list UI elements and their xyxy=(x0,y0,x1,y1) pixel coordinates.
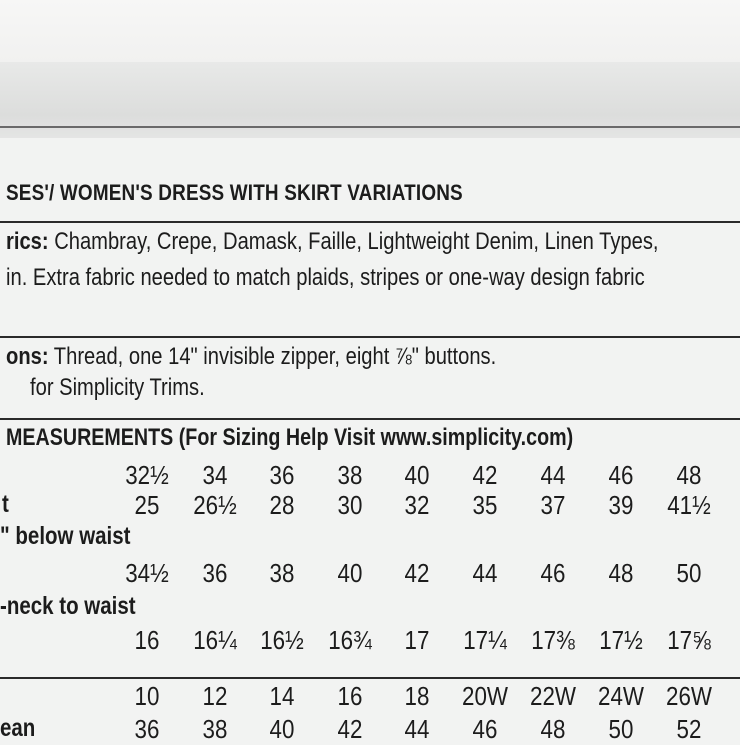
divider-fabrics xyxy=(0,336,740,338)
measurement-cell: 32½ xyxy=(125,460,169,490)
measurement-cell: 48 xyxy=(676,460,702,490)
measurement-cell: 48 xyxy=(608,558,634,588)
measurement-cell: 38 xyxy=(337,460,363,490)
notions-line-2: for Simplicity Trims. xyxy=(30,374,205,401)
measurement-cell: 42 xyxy=(404,558,430,588)
measurement-row-label: -neck to waist xyxy=(0,592,136,620)
fabrics-line-1 xyxy=(6,228,659,256)
measurement-cell: 50 xyxy=(676,558,702,588)
measurement-cell: 17⅜ xyxy=(531,625,575,655)
fabrics-label: rics: xyxy=(6,228,49,255)
measurement-cell: 17½ xyxy=(599,625,643,655)
measurement-cell: 26½ xyxy=(193,490,237,520)
measurement-cell: 16¼ xyxy=(193,625,237,655)
measurement-cell: 40 xyxy=(404,460,430,490)
pattern-title: SES'/ WOMEN'S DRESS WITH SKIRT VARIATIONS xyxy=(6,180,463,205)
measurement-cell: 25 xyxy=(134,490,160,520)
divider-notions xyxy=(0,418,740,420)
size-cell: 26W xyxy=(666,681,712,711)
european-size-cell: 50 xyxy=(608,714,634,744)
measurement-cell: 41½ xyxy=(667,490,711,520)
european-size-cell: 40 xyxy=(269,714,295,744)
european-size-cell: 52 xyxy=(676,714,702,744)
size-cell: 18 xyxy=(404,681,430,711)
size-cell: 24W xyxy=(598,681,644,711)
european-size-cell: 44 xyxy=(404,714,430,744)
measurement-row-label: t xyxy=(2,490,9,518)
measurement-cell: 44 xyxy=(472,558,498,588)
measurement-cell: 16 xyxy=(134,625,160,655)
measurements-heading: MEASUREMENTS (For Sizing Help Visit www.simplicity.com) xyxy=(6,424,574,451)
measurement-cell: 30 xyxy=(337,490,363,520)
size-cell: 10 xyxy=(134,681,160,711)
measurement-cell: 35 xyxy=(472,490,498,520)
measurement-cell: 17¼ xyxy=(463,625,507,655)
european-size-cell: 48 xyxy=(540,714,566,744)
european-size-cell: 46 xyxy=(472,714,498,744)
measurement-cell: 46 xyxy=(608,460,634,490)
measurement-row-label: " below waist xyxy=(0,522,131,550)
measurement-cell: 34½ xyxy=(125,558,169,588)
divider-top xyxy=(0,126,740,128)
measurement-cell: 17 xyxy=(404,625,430,655)
measurement-cell: 46 xyxy=(540,558,566,588)
size-cell: 14 xyxy=(269,681,295,711)
size-cell: 12 xyxy=(202,681,228,711)
size-cell: 20W xyxy=(462,681,508,711)
measurement-cell: 28 xyxy=(269,490,295,520)
european-row-label: ean xyxy=(0,714,36,742)
measurement-cell: 44 xyxy=(540,460,566,490)
measurement-cell: 37 xyxy=(540,490,566,520)
measurement-cell: 17⅝ xyxy=(667,625,711,655)
measurement-cell: 40 xyxy=(337,558,363,588)
measurement-cell: 16½ xyxy=(260,625,304,655)
notions-label: ons: xyxy=(6,343,49,370)
measurement-cell: 38 xyxy=(269,558,295,588)
fabrics-line-2: in. Extra fabric needed to match plaids, stripes or one-way design fabric xyxy=(6,264,645,291)
size-cell: 16 xyxy=(337,681,363,711)
notions-line-1 xyxy=(6,343,496,371)
measurement-cell: 42 xyxy=(472,460,498,490)
measurement-cell: 32 xyxy=(404,490,430,520)
fabrics-text-1: Chambray, Crepe, Damask, Faille, Lightweight Denim, Linen Types, xyxy=(54,228,659,255)
european-size-cell: 42 xyxy=(337,714,363,744)
size-cell: 22W xyxy=(530,681,576,711)
measurement-cell: 34 xyxy=(202,460,228,490)
divider-title xyxy=(0,221,740,223)
measurement-cell: 16¾ xyxy=(328,625,372,655)
measurement-cell: 39 xyxy=(608,490,634,520)
measurement-cell: 36 xyxy=(269,460,295,490)
notions-text-1: Thread, one 14" invisible zipper, eight ⅞" buttons. xyxy=(53,343,497,370)
page-top-area xyxy=(0,0,740,62)
european-size-cell: 38 xyxy=(202,714,228,744)
divider-sizes xyxy=(0,677,740,679)
european-size-cell: 36 xyxy=(134,714,160,744)
measurement-cell: 36 xyxy=(202,558,228,588)
